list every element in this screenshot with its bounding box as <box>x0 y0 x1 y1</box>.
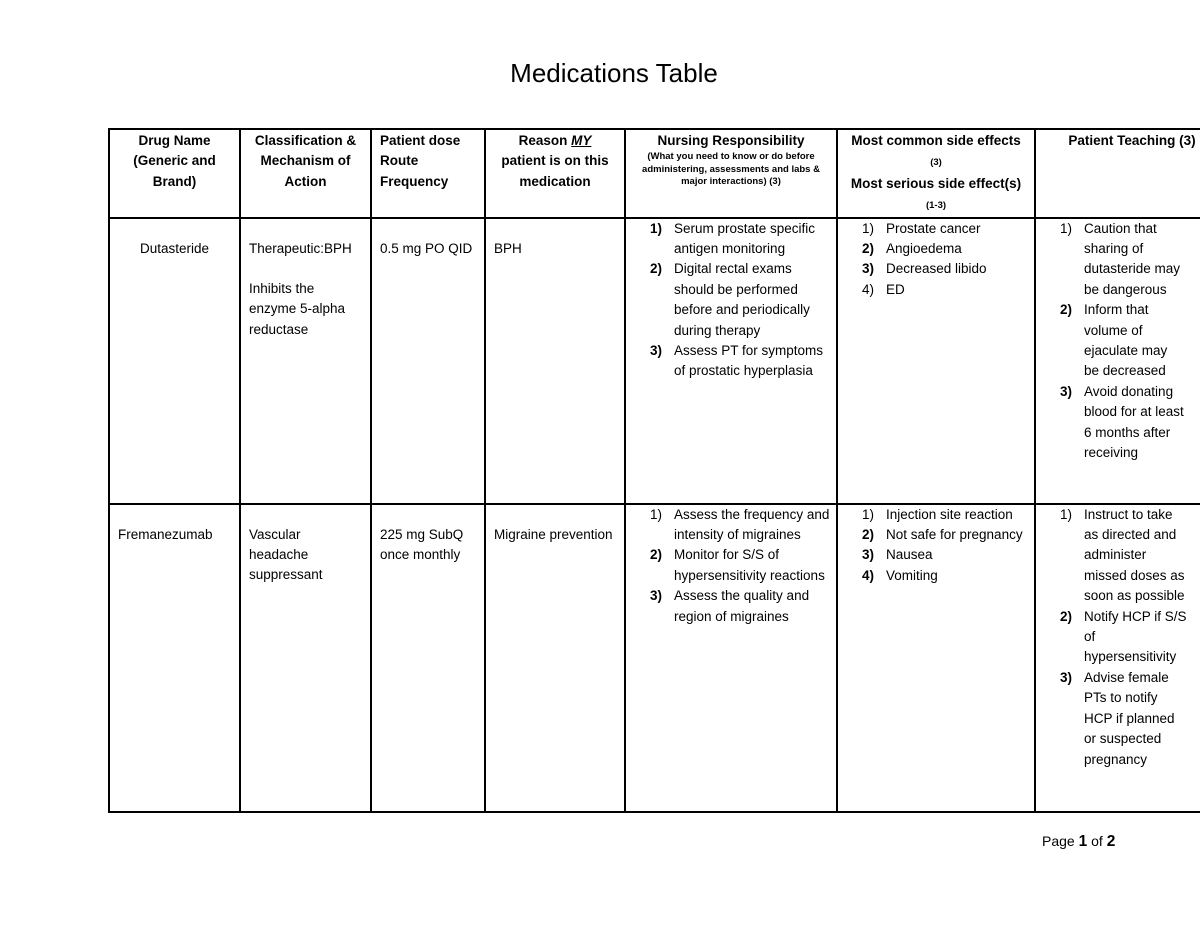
teaching-cell <box>1035 504 1200 812</box>
list-text: Notify HCP if S/S of hypersensitivity <box>1084 608 1187 665</box>
page-number <box>1042 833 1115 851</box>
classification-mechanism: Inhibits the enzyme 5-alpha reductase <box>249 281 346 337</box>
list-marker: 2) <box>861 527 874 543</box>
list-marker: 2) <box>1059 608 1072 624</box>
list-item <box>838 566 1034 586</box>
header-side-effects-common: Most common side effects <box>851 133 1021 148</box>
list-marker: 1) <box>1059 220 1072 236</box>
list-item <box>1036 219 1200 301</box>
list-text: Monitor for S/S of hypersensitivity reactions <box>674 547 825 583</box>
side-effects-cell <box>837 504 1035 812</box>
header-reason-my: MY <box>571 133 592 148</box>
page-total: 2 <box>1106 833 1116 850</box>
header-reason-pre: Reason <box>518 133 568 148</box>
list-text: Injection site reaction <box>886 506 1013 522</box>
list-text: Vomiting <box>886 567 938 583</box>
side-effects-cell <box>837 218 1035 504</box>
dose-text: 0.5 mg PO QID <box>380 240 473 256</box>
header-drug-name: Drug Name (Generic and Brand) <box>109 129 240 218</box>
list-marker: 2) <box>649 261 662 277</box>
list-marker: 4) <box>861 567 874 583</box>
page-current: 1 <box>1078 833 1088 850</box>
header-dose: Patient dose Route Frequency <box>371 129 485 218</box>
header-nursing-title: Nursing Responsibility <box>657 133 805 148</box>
side-effects-list <box>838 219 1034 301</box>
header-side-effects <box>837 129 1035 218</box>
list-item <box>626 586 832 627</box>
list-item <box>1036 300 1200 382</box>
drug-name: Fremanezumab <box>118 526 213 542</box>
list-text: ED <box>886 281 905 297</box>
list-text: Caution that sharing of dutasteride may be dangerous <box>1084 220 1181 297</box>
list-item <box>838 280 1034 300</box>
list-marker: 4) <box>861 281 874 297</box>
list-marker: 2) <box>1059 302 1072 318</box>
list-item <box>626 219 832 260</box>
header-side-effects-serious: Most serious side effect(s) <box>850 175 1022 191</box>
drug-name-cell <box>109 218 240 504</box>
list-marker: 2) <box>861 241 874 257</box>
classification-therapeutic: Therapeutic:BPH <box>249 240 352 256</box>
list-text: Avoid donating blood for at least 6 months after receiving <box>1084 383 1184 461</box>
list-item <box>838 545 1034 565</box>
table-row <box>109 218 1200 504</box>
list-text: Advise female PTs to notify HCP if planned or suspected pregnancy <box>1084 669 1175 767</box>
list-text: Assess PT for symptoms of prostatic hyperplasia <box>674 343 824 379</box>
header-nursing <box>625 129 837 218</box>
list-text: Serum prostate specific antigen monitoring <box>674 220 816 257</box>
reason-cell <box>485 218 625 504</box>
list-text: Digital rectal exams should be performed before and periodically during therapy <box>674 261 810 338</box>
list-marker: 1) <box>861 506 874 522</box>
list-marker: 1) <box>649 220 662 236</box>
page-of-label: of <box>1091 833 1103 849</box>
classification-cell <box>240 218 371 504</box>
header-side-effects-serious-count: (1-3) <box>925 200 947 212</box>
side-effects-list <box>838 505 1034 587</box>
list-marker: 3) <box>861 547 874 563</box>
reason-cell <box>485 504 625 812</box>
drug-name-cell <box>109 504 240 812</box>
list-text: Nausea <box>886 547 933 563</box>
list-item <box>626 259 832 341</box>
list-item <box>626 545 832 586</box>
list-text: Inform that volume of ejaculate may be decreased <box>1084 302 1168 379</box>
list-marker: 1) <box>1059 506 1072 522</box>
dose-text: 225 mg SubQ once monthly <box>380 526 464 563</box>
page-title: Medications Table <box>510 58 718 88</box>
list-text: Assess the frequency and intensity of migraines <box>674 506 830 543</box>
nursing-list <box>626 505 832 627</box>
list-marker: 3) <box>649 343 662 359</box>
list-item <box>626 341 832 382</box>
list-item <box>626 505 832 546</box>
drug-name: Dutasteride <box>139 240 210 256</box>
list-text: Decreased libido <box>886 261 987 277</box>
list-item <box>838 239 1034 259</box>
list-marker: 1) <box>861 220 874 236</box>
header-nursing-note: (What you need to know or do before administering, assessments and labs & major interactions) (3) <box>642 151 820 188</box>
medications-table <box>108 128 1200 813</box>
list-item <box>1036 668 1200 770</box>
header-classification: Classification & Mechanism of Action <box>240 129 371 218</box>
list-text: Not safe for pregnancy <box>886 527 1023 543</box>
list-text: Assess the quality and region of migraines <box>674 588 810 624</box>
teaching-list <box>1036 505 1200 770</box>
table-row <box>109 504 1200 812</box>
nursing-cell <box>625 218 837 504</box>
list-text: Prostate cancer <box>886 220 981 236</box>
classification-therapeutic: Vascular headache suppressant <box>249 526 323 583</box>
list-marker: 3) <box>1059 383 1072 399</box>
list-item <box>1036 382 1200 464</box>
teaching-cell <box>1035 218 1200 504</box>
list-marker: 2) <box>649 547 662 563</box>
page-label: Page <box>1042 833 1075 849</box>
header-reason <box>485 129 625 218</box>
list-item <box>1036 607 1200 668</box>
table-header-row <box>109 129 1200 218</box>
list-item <box>838 525 1034 545</box>
teaching-list <box>1036 219 1200 464</box>
dose-cell <box>371 504 485 812</box>
list-item <box>1036 505 1200 607</box>
dose-cell <box>371 218 485 504</box>
nursing-list <box>626 219 832 382</box>
list-marker: 3) <box>649 588 662 604</box>
reason-text: Migraine prevention <box>494 526 613 542</box>
list-marker: 1) <box>649 506 662 522</box>
list-item <box>838 259 1034 279</box>
list-marker: 3) <box>1059 669 1072 685</box>
reason-text: BPH <box>494 240 522 256</box>
classification-cell <box>240 504 371 812</box>
list-marker: 3) <box>861 261 874 277</box>
header-side-effects-common-count: (3) <box>930 157 942 169</box>
list-text: Angioedema <box>886 241 962 257</box>
header-reason-post: patient is on this medication <box>501 153 609 189</box>
list-item <box>838 505 1034 525</box>
list-item <box>838 219 1034 239</box>
nursing-cell <box>625 504 837 812</box>
header-teaching: Patient Teaching (3) <box>1035 129 1200 218</box>
list-text: Instruct to take as directed and administer missed doses as soon as possible <box>1084 506 1185 604</box>
